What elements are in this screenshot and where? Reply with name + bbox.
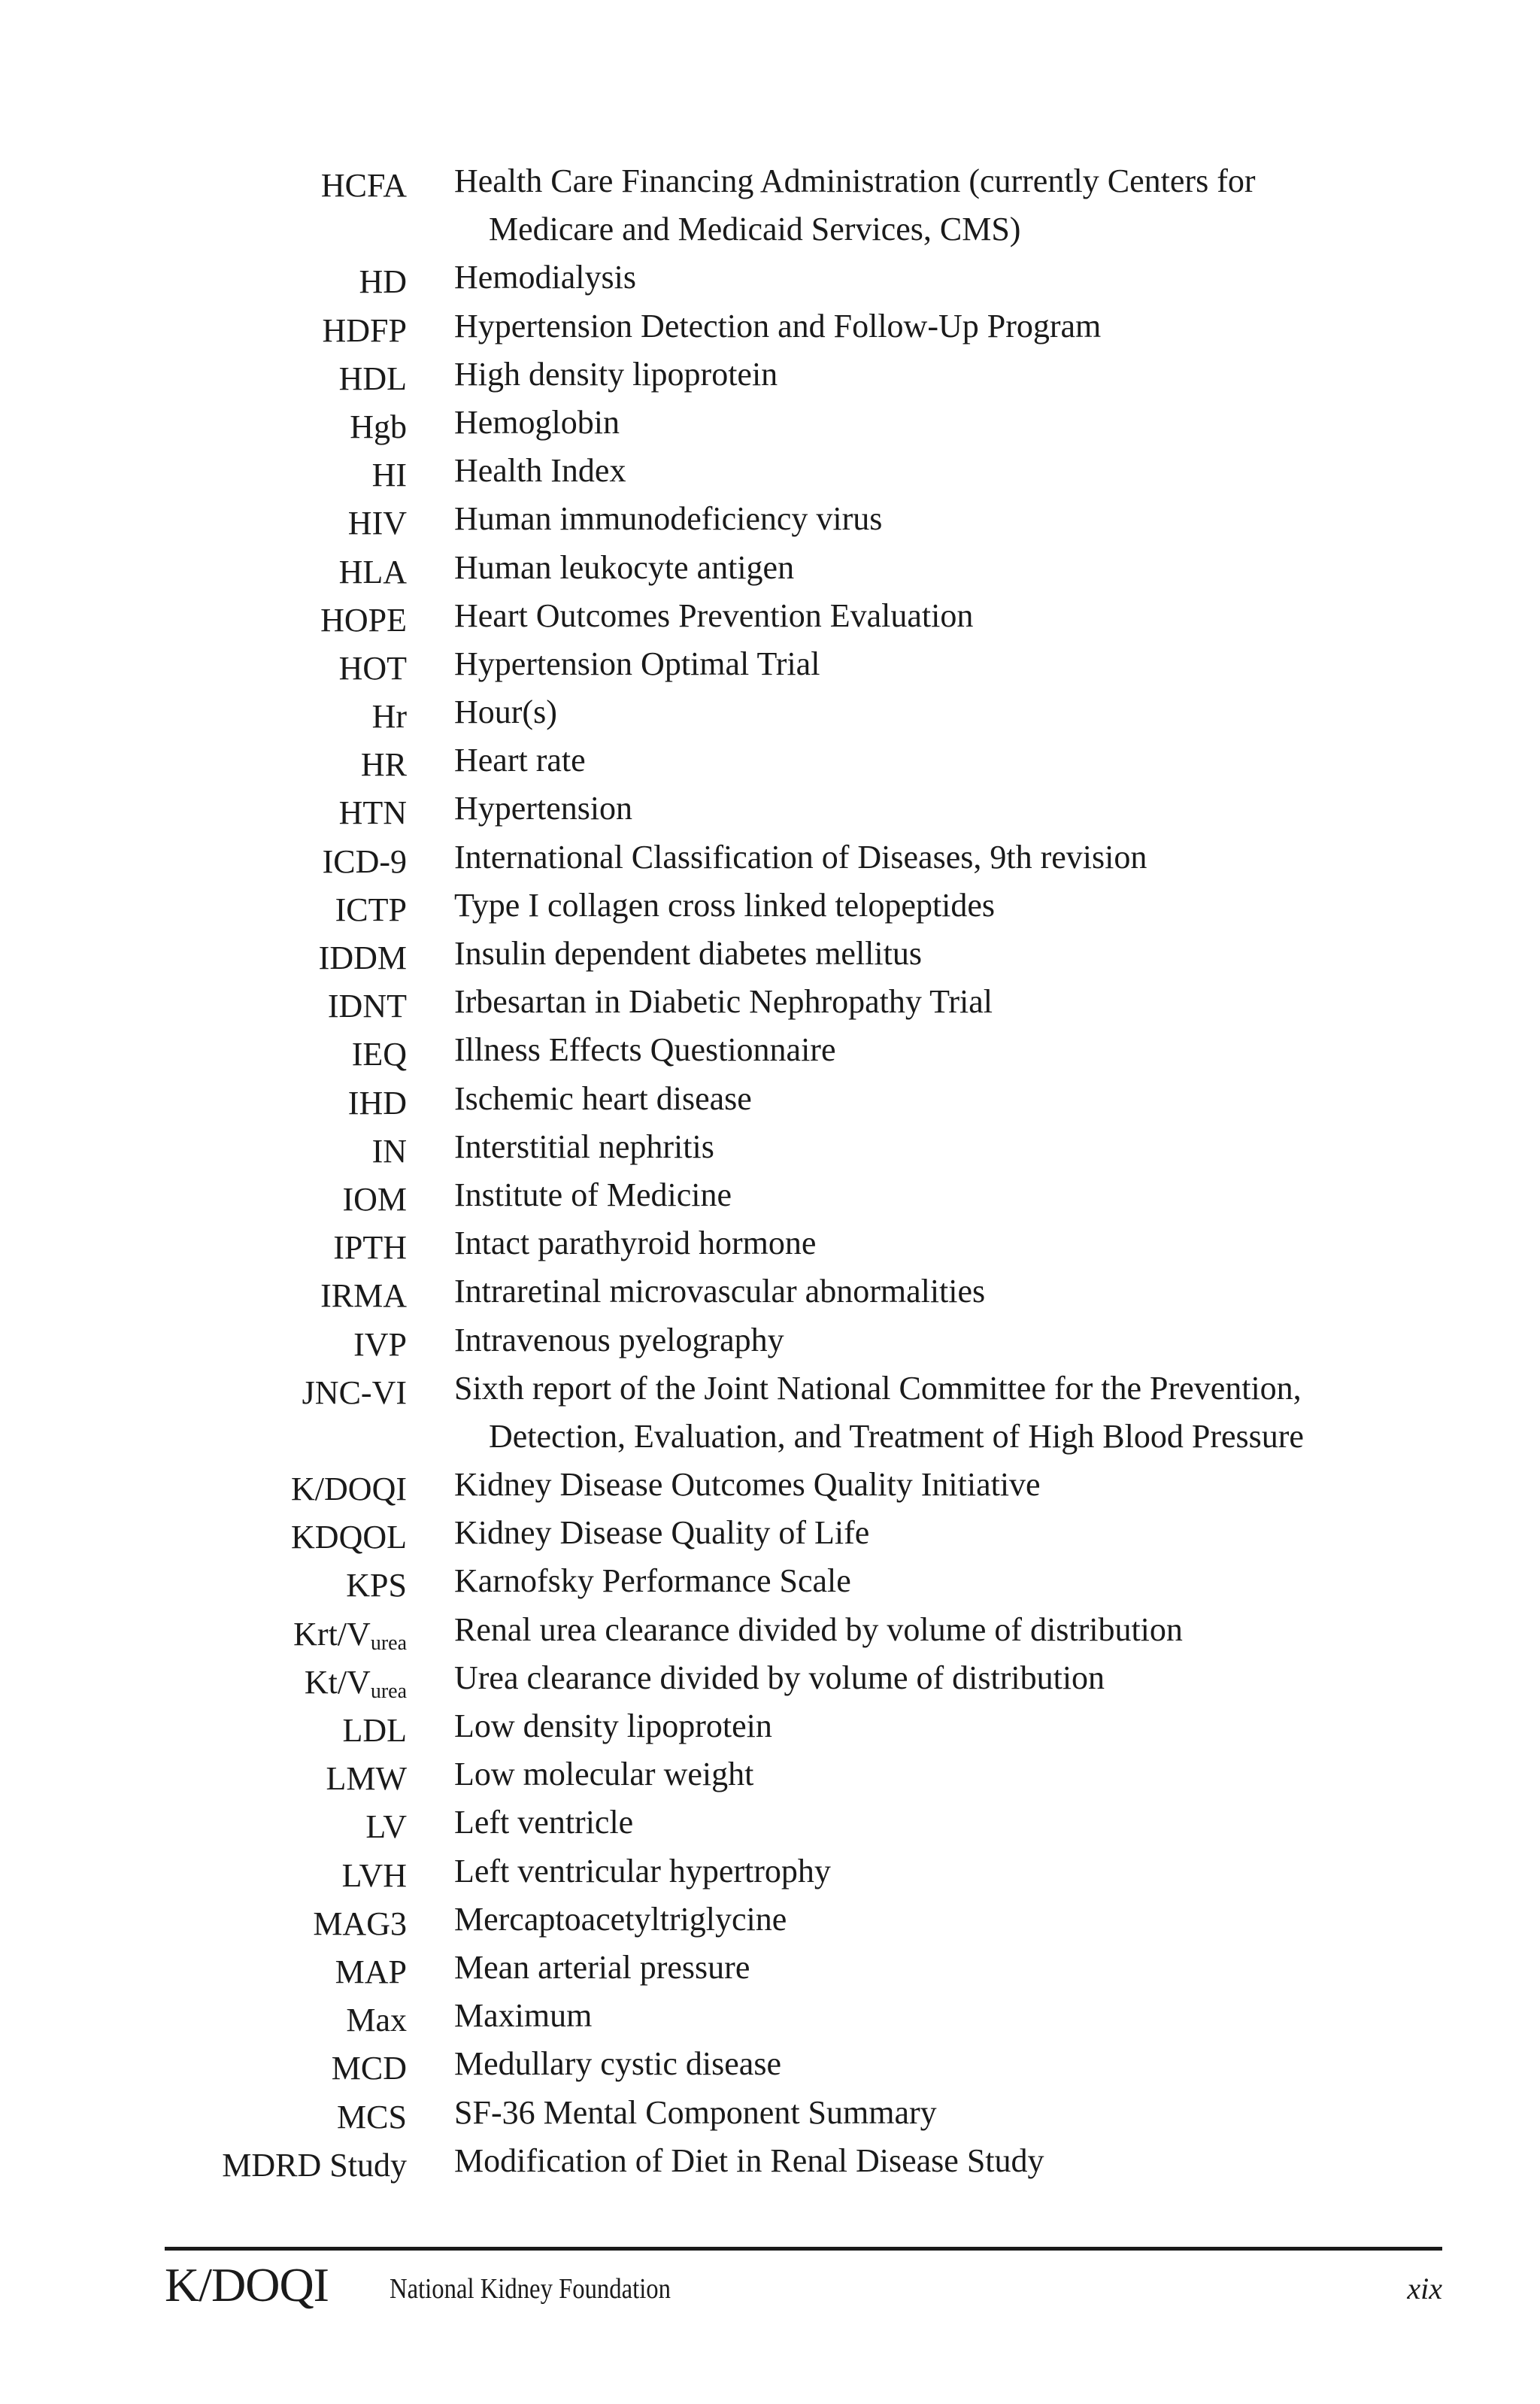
abbreviation-term — [305, 1659, 407, 1707]
abbreviation-term — [346, 1996, 407, 2044]
abbreviation-term — [342, 1707, 407, 1755]
abbreviation-definition: Left ventricle — [454, 1804, 634, 1841]
abbreviation-term — [339, 645, 407, 693]
abbreviation-text: HI — [371, 457, 407, 494]
abbreviation-text: Krt/V — [293, 1615, 371, 1653]
abbreviation-text: HOPE — [320, 601, 407, 639]
abbreviation-entry — [0, 1321, 1540, 1369]
abbreviation-term — [319, 934, 407, 982]
abbreviation-definition: Human leukocyte antigen — [454, 548, 795, 586]
abbreviation-term — [339, 789, 407, 837]
abbreviation-term — [372, 451, 407, 499]
abbreviation-entry — [0, 886, 1540, 934]
abbreviation-definition: International Classification of Diseases, 9th revision — [454, 838, 1147, 876]
abbreviation-definition: Mercaptoacetyltriglycine — [454, 1900, 787, 1938]
abbreviation-term — [332, 2044, 407, 2093]
abbreviation-text: MDRD Study — [222, 2146, 407, 2184]
abbreviation-entry — [0, 1079, 1540, 1128]
abbreviation-entry — [0, 451, 1540, 499]
abbreviation-text: IHD — [347, 1084, 407, 1122]
abbreviation-text: HLA — [338, 553, 407, 590]
abbreviation-entry — [0, 1128, 1540, 1176]
abbreviation-text: KDQOL — [291, 1519, 407, 1556]
footer-organization: National Kidney Foundation — [390, 2273, 671, 2305]
abbreviation-entry — [0, 1852, 1540, 1900]
abbreviation-definition: Intravenous pyelography — [454, 1321, 784, 1358]
abbreviation-text: JNC-VI — [302, 1373, 407, 1411]
footer-rule — [165, 2247, 1442, 2251]
abbreviation-text: Hr — [371, 698, 407, 736]
abbreviation-term — [359, 258, 407, 306]
abbreviation-entry — [0, 258, 1540, 306]
abbreviation-text: Kt/V — [304, 1663, 371, 1701]
abbreviation-entry — [0, 355, 1540, 403]
abbreviation-definition: Modification of Diet in Renal Disease Study — [454, 2141, 1044, 2179]
abbreviation-text: IOM — [342, 1180, 407, 1218]
abbreviation-entry — [0, 934, 1540, 982]
abbreviation-entry — [0, 838, 1540, 886]
abbreviation-text: HTN — [338, 794, 407, 832]
abbreviation-term — [348, 499, 407, 548]
abbreviation-definition: Irbesartan in Diabetic Nephropathy Trial — [454, 983, 993, 1021]
abbreviation-definition: Institute of Medicine — [454, 1176, 732, 1213]
abbreviation-text: MCD — [331, 2050, 407, 2087]
abbreviation-definition: Ischemic heart disease — [454, 1079, 752, 1117]
abbreviation-definition: Karnofsky Performance Scale — [454, 1562, 851, 1600]
abbreviation-entry — [0, 1031, 1540, 1079]
abbreviation-definition: Intact parathyroid hormone — [454, 1225, 817, 1262]
abbreviation-definition: Maximum — [454, 1997, 593, 2035]
abbreviation-entry — [0, 2044, 1540, 2093]
abbreviation-definition: Sixth report of the Joint National Committee for the Prevention, — [454, 1369, 1302, 1407]
abbreviation-entry — [0, 403, 1540, 451]
abbreviation-text: KPS — [346, 1567, 407, 1604]
abbreviation-definition: Human immunodeficiency virus — [454, 500, 883, 538]
abbreviation-text: IDDM — [318, 939, 407, 976]
abbreviation-text: Max — [346, 2002, 407, 2039]
abbreviation-entry — [0, 693, 1540, 741]
abbreviation-definition: Type I collagen cross linked telopeptides — [454, 886, 996, 924]
abbreviation-definition: Health Index — [454, 452, 626, 490]
abbreviation-entry — [0, 162, 1540, 258]
abbreviation-text: IEQ — [351, 1036, 407, 1073]
abbreviation-entry — [0, 1755, 1540, 1803]
abbreviation-text: HDL — [338, 360, 407, 397]
abbreviation-term — [372, 1128, 407, 1176]
abbreviation-entry — [0, 1465, 1540, 1513]
abbreviation-entry — [0, 1948, 1540, 1996]
abbreviation-definition: Hemodialysis — [454, 259, 636, 296]
abbreviation-entry — [0, 741, 1540, 789]
abbreviation-term — [365, 1803, 407, 1851]
abbreviation-definition: High density lipoprotein — [454, 355, 778, 393]
abbreviation-term — [337, 2093, 407, 2141]
abbreviation-definition: Illness Effects Questionnaire — [454, 1031, 836, 1069]
abbreviation-entry — [0, 1900, 1540, 1948]
abbreviation-term — [293, 1610, 407, 1659]
abbreviation-definition-continued: Detection, Evaluation, and Treatment of High Blood Pressure — [489, 1417, 1304, 1455]
abbreviation-term — [353, 1321, 407, 1369]
abbreviation-text: IVP — [353, 1325, 407, 1363]
abbreviation-text: IDNT — [327, 988, 407, 1025]
abbreviation-text: K/DOQI — [291, 1471, 407, 1508]
abbreviation-definition: Insulin dependent diabetes mellitus — [454, 935, 922, 972]
abbreviation-entry — [0, 548, 1540, 596]
abbreviation-term — [335, 1948, 407, 1996]
abbreviation-term — [313, 1900, 407, 1948]
abbreviation-term — [361, 741, 407, 789]
abbreviation-entry — [0, 1659, 1540, 1707]
abbreviation-entry — [0, 1610, 1540, 1659]
abbreviation-term — [323, 838, 407, 886]
abbreviation-entry — [0, 1513, 1540, 1562]
abbreviation-term — [335, 886, 407, 934]
abbreviation-entry — [0, 2141, 1540, 2190]
abbreviation-term — [342, 1176, 407, 1224]
abbreviation-subscript: urea — [370, 1631, 407, 1655]
abbreviation-text: MAP — [335, 1953, 407, 1990]
abbreviation-definition: Mean arterial pressure — [454, 1948, 750, 1986]
abbreviation-entry — [0, 596, 1540, 645]
abbreviation-term — [326, 1755, 407, 1803]
page-number: xix — [1407, 2272, 1442, 2305]
abbreviation-text: ICD-9 — [322, 842, 407, 880]
abbreviation-text: LMW — [326, 1760, 407, 1798]
abbreviation-term — [320, 596, 407, 645]
abbreviation-term — [350, 403, 407, 451]
abbreviation-term — [342, 1852, 407, 1900]
abbreviation-definition: Heart rate — [454, 742, 586, 779]
abbreviation-text: LDL — [342, 1712, 407, 1749]
abbreviation-definition: Heart Outcomes Prevention Evaluation — [454, 596, 974, 634]
abbreviation-text: Hgb — [350, 408, 407, 445]
abbreviation-entry — [0, 499, 1540, 548]
abbreviation-entry — [0, 1369, 1540, 1465]
abbreviation-entry — [0, 1272, 1540, 1320]
abbreviation-entry — [0, 645, 1540, 693]
abbreviation-definition: Intraretinal microvascular abnormalities — [454, 1273, 986, 1310]
abbreviation-definition: Hour(s) — [454, 694, 557, 731]
abbreviation-list — [0, 162, 1540, 2190]
abbreviation-entry — [0, 2093, 1540, 2141]
abbreviation-text: HIV — [347, 505, 407, 542]
abbreviation-text: IPTH — [333, 1229, 407, 1267]
abbreviation-definition: Interstitial nephritis — [454, 1128, 714, 1165]
abbreviation-definition: Low density lipoprotein — [454, 1707, 772, 1744]
abbreviation-term — [321, 162, 407, 210]
abbreviation-term — [320, 1272, 407, 1320]
abbreviation-entry — [0, 1707, 1540, 1755]
abbreviation-text: MAG3 — [313, 1905, 407, 1942]
abbreviation-text: ICTP — [335, 891, 407, 928]
abbreviation-term — [339, 548, 407, 596]
abbreviation-text: LVH — [341, 1856, 407, 1894]
abbreviation-definition: Urea clearance divided by volume of distribution — [454, 1659, 1105, 1696]
abbreviation-entry — [0, 1176, 1540, 1224]
abbreviation-term — [291, 1513, 407, 1562]
abbreviation-text: HCFA — [320, 167, 407, 204]
abbreviation-term — [302, 1369, 407, 1417]
abbreviation-definition: Renal urea clearance divided by volume of distribution — [454, 1610, 1183, 1648]
abbreviation-term — [346, 1562, 407, 1610]
abbreviation-term — [348, 1079, 407, 1128]
abbreviation-text: HR — [360, 746, 407, 784]
abbreviation-definition: SF-36 Mental Component Summary — [454, 2093, 937, 2131]
abbreviation-definition: Hemoglobin — [454, 403, 620, 441]
abbreviation-entry — [0, 307, 1540, 355]
abbreviation-term — [323, 307, 408, 355]
abbreviation-term — [291, 1465, 407, 1513]
abbreviation-definition: Hypertension Optimal Trial — [454, 645, 820, 682]
abbreviation-text: HDFP — [322, 311, 407, 349]
abbreviation-term — [328, 982, 407, 1031]
footer-logo: K/DOQI — [165, 2258, 329, 2311]
abbreviation-subscript: urea — [370, 1679, 407, 1703]
abbreviation-term — [333, 1224, 407, 1272]
abbreviation-definition: Hypertension — [454, 790, 633, 827]
abbreviation-definition: Low molecular weight — [454, 1756, 754, 1793]
abbreviation-definition-continued: Medicare and Medicaid Services, CMS) — [489, 211, 1021, 248]
abbreviation-entry — [0, 1562, 1540, 1610]
abbreviation-term — [339, 355, 407, 403]
abbreviation-definition: Kidney Disease Quality of Life — [454, 1514, 870, 1552]
abbreviation-definition: Medullary cystic disease — [454, 2045, 781, 2083]
abbreviation-entry — [0, 1996, 1540, 2044]
abbreviation-definition: Kidney Disease Outcomes Quality Initiative — [454, 1466, 1041, 1504]
abbreviation-text: IRMA — [320, 1277, 407, 1315]
abbreviation-text: LV — [365, 1808, 407, 1846]
abbreviation-term — [352, 1031, 407, 1079]
abbreviation-definition: Health Care Financing Administration (currently Centers for — [454, 162, 1256, 199]
abbreviation-definition: Hypertension Detection and Follow-Up Program — [454, 307, 1102, 345]
abbreviation-text: IN — [371, 1132, 407, 1170]
abbreviation-text: MCS — [337, 2098, 407, 2135]
abbreviation-text: HD — [359, 263, 407, 301]
abbreviation-entry — [0, 1803, 1540, 1851]
abbreviation-entry — [0, 982, 1540, 1031]
abbreviation-term — [372, 693, 407, 741]
abbreviation-text: HOT — [338, 649, 407, 687]
abbreviation-term — [222, 2141, 407, 2190]
abbreviation-definition: Left ventricular hypertrophy — [454, 1852, 831, 1890]
abbreviation-entry — [0, 1224, 1540, 1272]
abbreviation-entry — [0, 789, 1540, 837]
